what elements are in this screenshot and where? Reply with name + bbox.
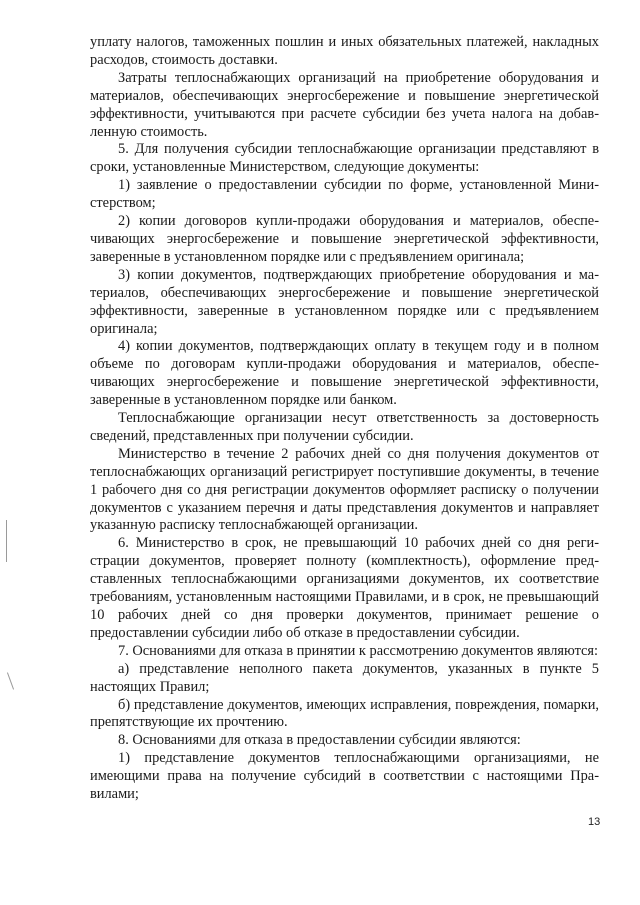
paragraph-item-6: 6. Министерство в срок, не превышающий 10 рабочих дней со дня регистрации документов, проверяет полноту (комплектность), оформление представленных теплоснабжающими организациями документов, их соответствие требованиям, установленным настоящими Правилами, и в срок, не превышающий 10 рабочих дней со дня проверки документов, принимает решение о предоставлении субсидии либо об отказе в предоставлении субсидии. bbox=[90, 535, 599, 641]
list-item-4: 4) копии документов, подтверждающих оплату в текущем году и в полном объеме по договорам купли-продажи оборудования и материалов, обеспечивающих энергосбережение и повышение энергетической эффективности, заверенные в установленном порядке или банком. bbox=[90, 338, 599, 409]
list-item-2: 2) копии договоров купли-продажи оборудования и материалов, обеспечивающих энергосбережение и повышение энергетической эффективности, заверенные в установленном порядке или с предъявлением оригинала; bbox=[90, 213, 599, 265]
paragraph-item-8: 8. Основаниями для отказа в предоставлении субсидии являются: bbox=[118, 732, 521, 749]
list-item-a: а) представление неполного пакета документов, указанных в пункте 5 настоящих Правил; bbox=[90, 660, 599, 695]
list-item-b: б) представление документов, имеющих исправления, повреждения, помарки, препятствующие их прочтению. bbox=[90, 696, 599, 731]
list-item-8-1: 1) представление документов теплоснабжающими организациями, не имеющими права на получение субсидий в соответствии с настоящими Правилами; bbox=[90, 750, 599, 803]
scan-artifact bbox=[7, 672, 14, 689]
list-item-3: 3) копии документов, подтверждающих приобретение оборудования и материалов, обеспечивающих энергосбережение и повышение энергетической эффективности, заверенные в установленном порядке или с предъявлением оригинала; bbox=[90, 266, 599, 337]
paragraph-costs: Затраты теплоснабжающих организаций на приобретение оборудования и материалов, обеспечивающих энергосбережение и повышение энергетической эффективности, учитываются при расчете субсидии без учета налога на добавленную стоимость. bbox=[90, 69, 599, 140]
list-item-1: 1) заявление о предоставлении субсидии по форме, установленной Министерством; bbox=[90, 177, 599, 212]
scan-artifact bbox=[6, 520, 7, 562]
paragraph-responsibility: Теплоснабжающие организации несут ответственность за достоверность сведений, представленных при получении субсидии. bbox=[90, 410, 599, 444]
document-body bbox=[90, 34, 599, 804]
paragraph-item-7: 7. Основаниями для отказа в принятии к рассмотрению документов являются: bbox=[118, 642, 599, 659]
paragraph-registration: Министерство в течение 2 рабочих дней со дня получения документов от теплоснабжающих организаций регистрирует поступившие документы, в течение 1 рабочего дня со дня регистрации документов оформляет расписку о получении документов с указанием перечня и даты представления документов и направляет указанную расписку теплоснабжающей организации. bbox=[90, 445, 599, 534]
page-number: 13 bbox=[588, 816, 601, 828]
paragraph-item-5: 5. Для получения субсидии теплоснабжающие организации представляют в сроки, установленные Министерством, следующие документы: bbox=[90, 141, 599, 176]
paragraph-continuation: уплату налогов, таможенных пошлин и иных обязательных платежей, накладных расходов, стоимость доставки. bbox=[90, 34, 599, 68]
